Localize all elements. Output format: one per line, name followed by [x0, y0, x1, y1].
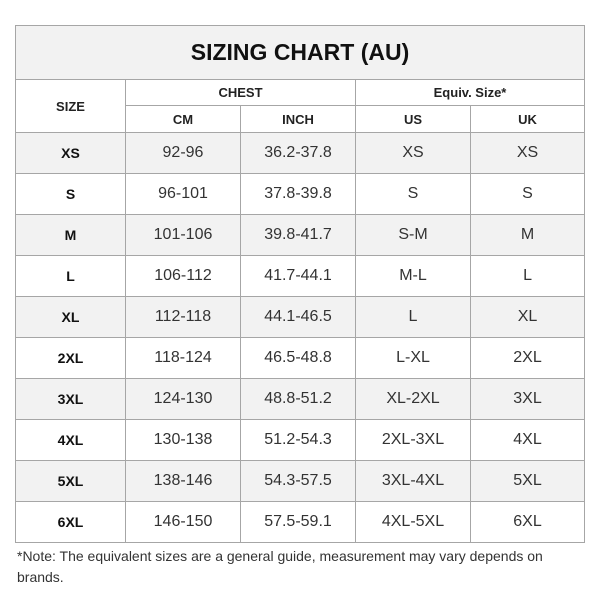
- table-row: [16, 174, 585, 215]
- us-size-cell: S: [356, 174, 471, 215]
- size-cell: L: [16, 256, 126, 297]
- footnote: *Note: The equivalent sizes are a general guide, measurement may vary depends on brands.: [17, 548, 543, 585]
- us-size-cell: XL-2XL: [356, 379, 471, 420]
- size-cell: XS: [16, 133, 126, 174]
- size-cell: 4XL: [16, 420, 126, 461]
- sizing-chart-table: [15, 25, 585, 543]
- uk-size-cell: L: [471, 256, 585, 297]
- table-row: [16, 133, 585, 174]
- us-size-cell: XS: [356, 133, 471, 174]
- chest-inch-cell: 41.7-44.1: [241, 256, 356, 297]
- size-cell: S: [16, 174, 126, 215]
- uk-size-cell: 3XL: [471, 379, 585, 420]
- chest-cm-cell: 106-112: [126, 256, 241, 297]
- size-cell: 6XL: [16, 502, 126, 543]
- us-size-cell: 3XL-4XL: [356, 461, 471, 502]
- us-size-cell: L-XL: [356, 338, 471, 379]
- chest-inch-cell: 51.2-54.3: [241, 420, 356, 461]
- chest-inch-cell: 54.3-57.5: [241, 461, 356, 502]
- table-row: [16, 502, 585, 543]
- uk-size-cell: S: [471, 174, 585, 215]
- chest-inch-cell: 46.5-48.8: [241, 338, 356, 379]
- table-row: [16, 379, 585, 420]
- chest-cm-cell: 96-101: [126, 174, 241, 215]
- equiv-size-group-header: Equiv. Size*: [356, 80, 585, 106]
- uk-size-cell: XS: [471, 133, 585, 174]
- us-column-header: US: [356, 106, 471, 133]
- size-column-header: SIZE: [16, 80, 126, 133]
- table-row: [16, 297, 585, 338]
- chest-cm-cell: 138-146: [126, 461, 241, 502]
- chest-inch-cell: 36.2-37.8: [241, 133, 356, 174]
- size-cell: 2XL: [16, 338, 126, 379]
- size-cell: 3XL: [16, 379, 126, 420]
- table-row: [16, 256, 585, 297]
- chest-cm-cell: 146-150: [126, 502, 241, 543]
- chest-inch-cell: 39.8-41.7: [241, 215, 356, 256]
- table-row: [16, 338, 585, 379]
- uk-size-cell: M: [471, 215, 585, 256]
- us-size-cell: 4XL-5XL: [356, 502, 471, 543]
- chest-inch-cell: 48.8-51.2: [241, 379, 356, 420]
- table-row: [16, 215, 585, 256]
- chart-title: SIZING CHART (AU): [16, 26, 585, 80]
- cm-column-header: CM: [126, 106, 241, 133]
- us-size-cell: S-M: [356, 215, 471, 256]
- uk-size-cell: 2XL: [471, 338, 585, 379]
- uk-size-cell: 6XL: [471, 502, 585, 543]
- size-cell: XL: [16, 297, 126, 338]
- chest-cm-cell: 124-130: [126, 379, 241, 420]
- size-cell: M: [16, 215, 126, 256]
- inch-column-header: INCH: [241, 106, 356, 133]
- uk-size-cell: 5XL: [471, 461, 585, 502]
- us-size-cell: M-L: [356, 256, 471, 297]
- size-cell: 5XL: [16, 461, 126, 502]
- chest-group-header: CHEST: [126, 80, 356, 106]
- chest-inch-cell: 37.8-39.8: [241, 174, 356, 215]
- uk-size-cell: 4XL: [471, 420, 585, 461]
- chest-cm-cell: 112-118: [126, 297, 241, 338]
- chest-inch-cell: 44.1-46.5: [241, 297, 356, 338]
- table-row: [16, 461, 585, 502]
- table-row: [16, 420, 585, 461]
- chest-cm-cell: 101-106: [126, 215, 241, 256]
- uk-column-header: UK: [471, 106, 585, 133]
- chest-cm-cell: 130-138: [126, 420, 241, 461]
- chest-inch-cell: 57.5-59.1: [241, 502, 356, 543]
- chest-cm-cell: 118-124: [126, 338, 241, 379]
- uk-size-cell: XL: [471, 297, 585, 338]
- us-size-cell: 2XL-3XL: [356, 420, 471, 461]
- chest-cm-cell: 92-96: [126, 133, 241, 174]
- us-size-cell: L: [356, 297, 471, 338]
